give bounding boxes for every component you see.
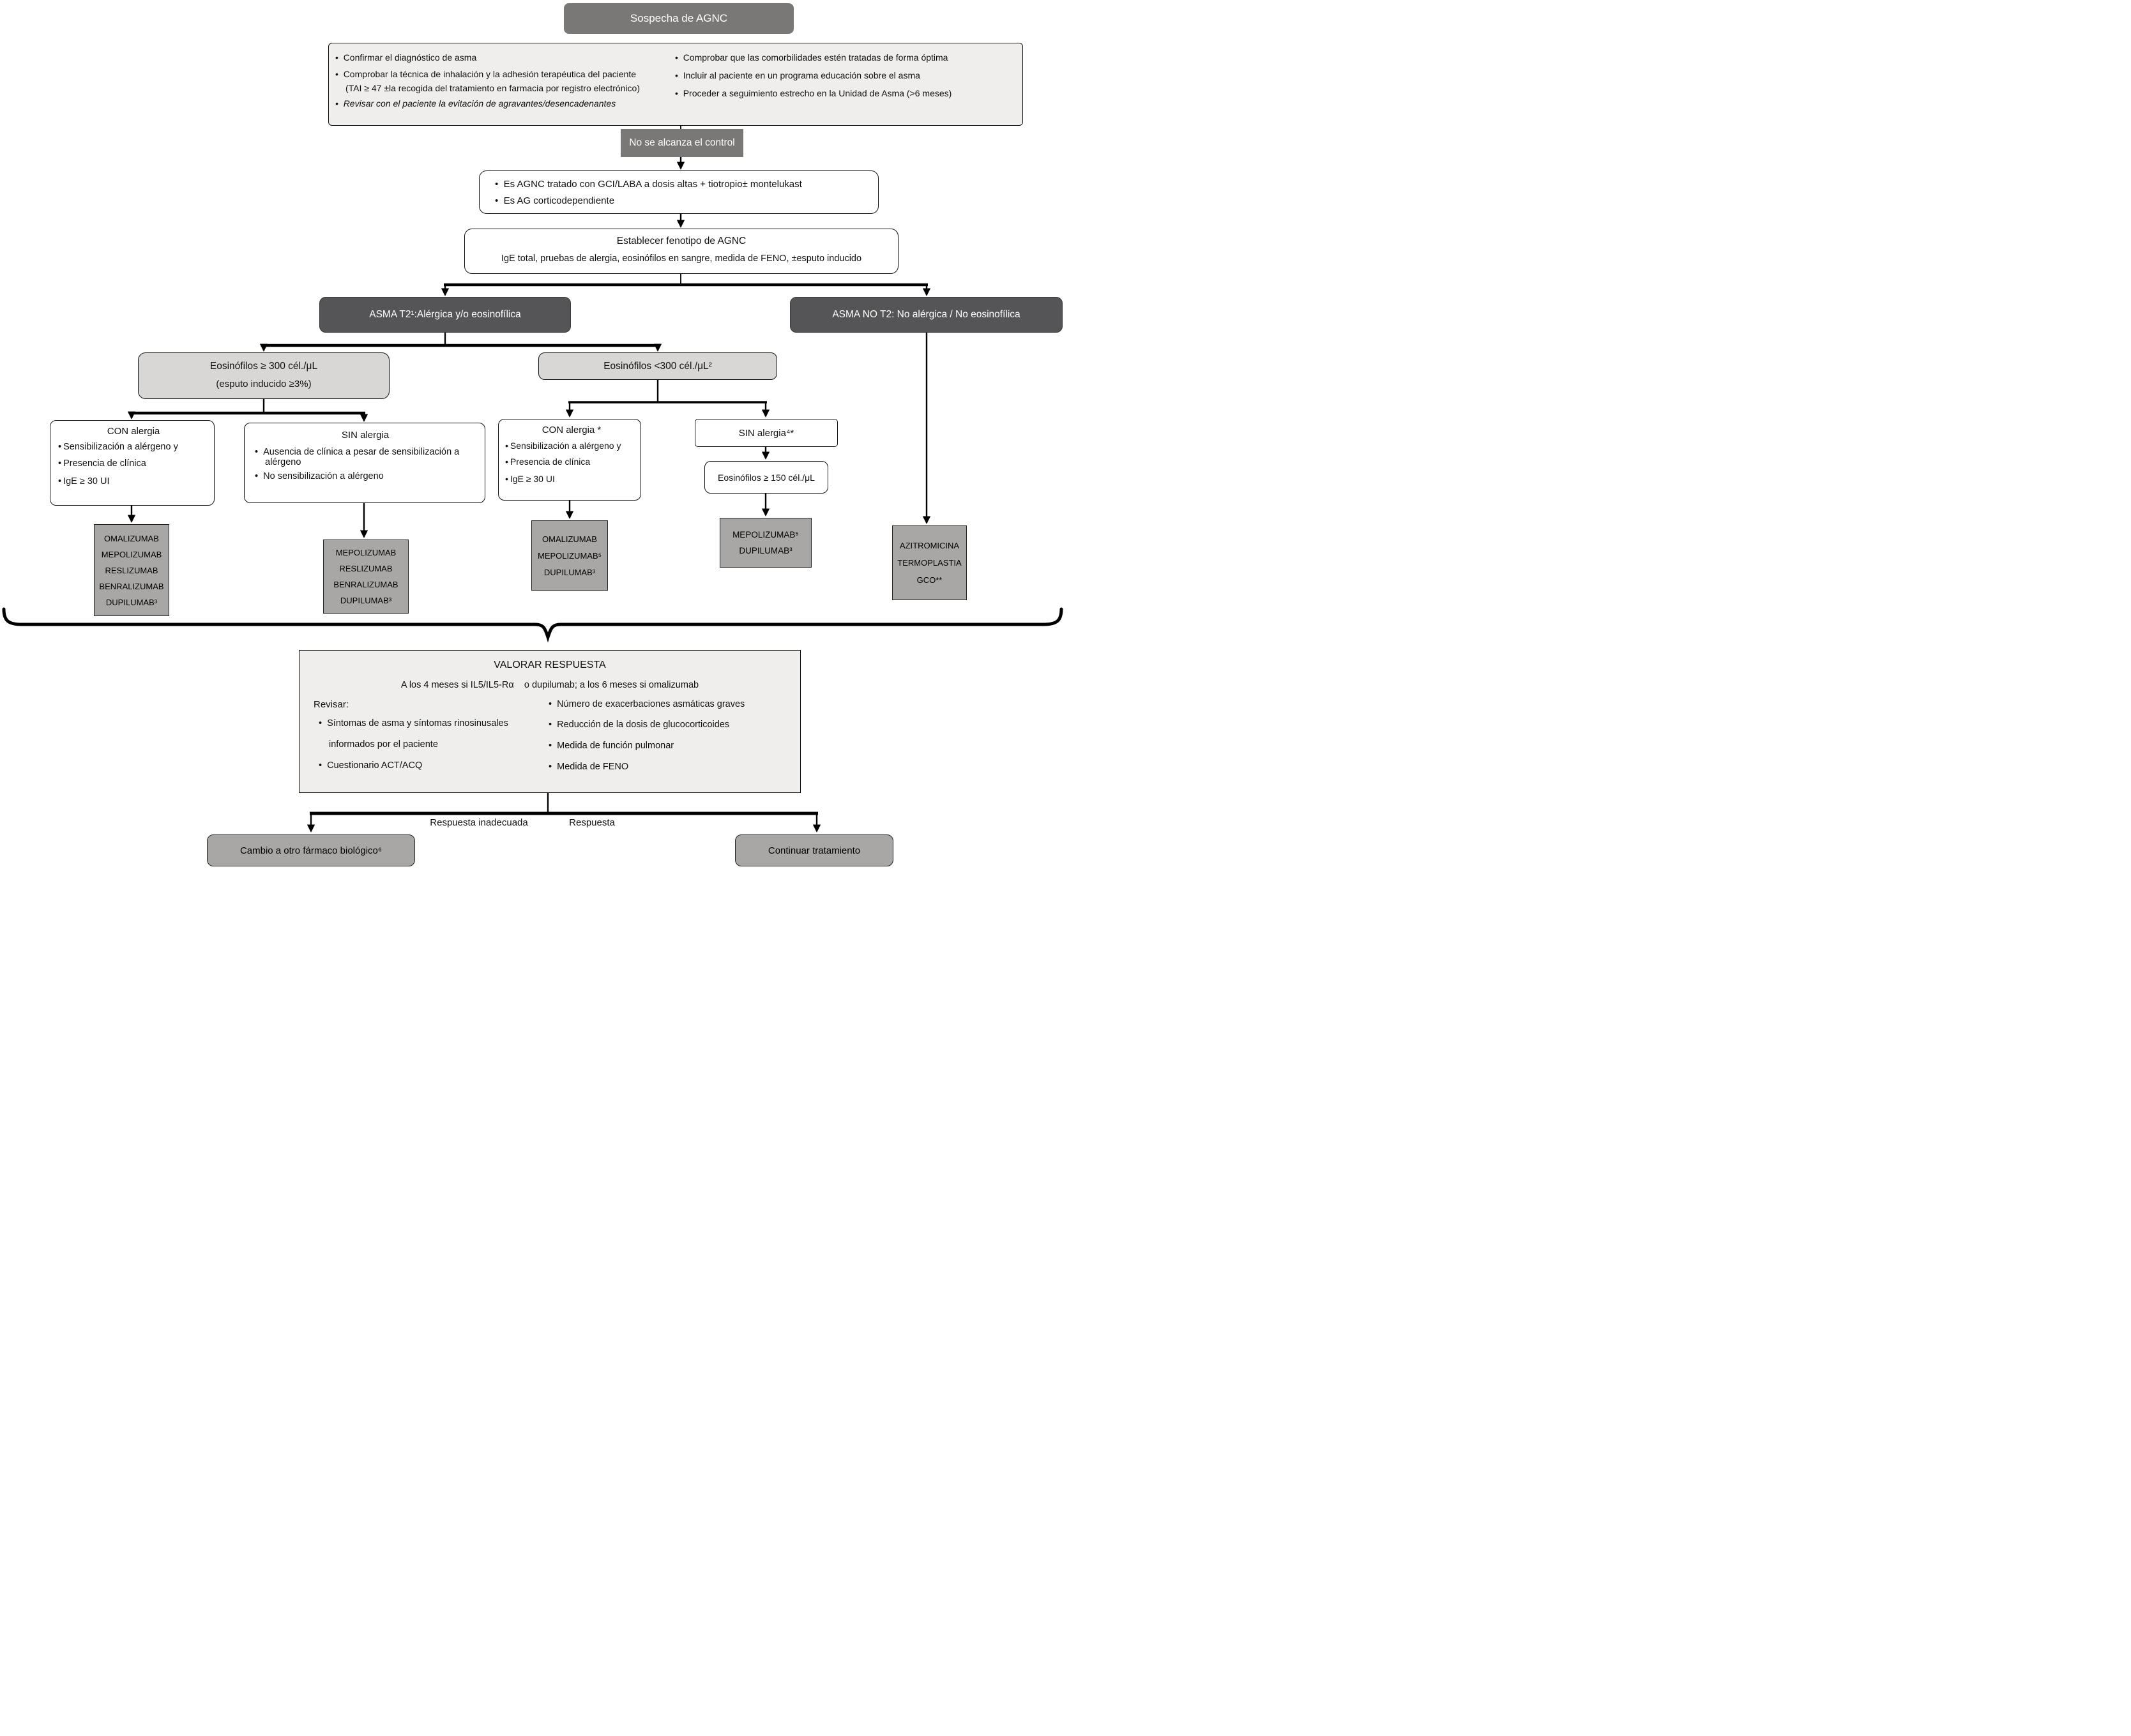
farmaco: OMALIZUMAB: [542, 534, 597, 544]
valorar-revisar-label: Revisar:: [314, 699, 349, 710]
checklist-item: • Revisar con el paciente la evitación de agravantes/desencadenantes: [335, 97, 655, 110]
valorar-item: • Número de exacerbaciones asmáticas graves: [549, 699, 791, 709]
criterio-item: • Es AGNC tratado con GCI/LABA a dosis altas + tiotropio± montelukast: [495, 176, 872, 193]
opcion-no-t2: TERMOPLASTIA: [897, 558, 962, 568]
fenotipo-subtitle: IgE total, pruebas de alergia, eosinófilos en sangre, medida de FENO, ±esputo inducido: [501, 253, 862, 264]
checklist-item-continuation: (TAI ≥ 47 ±la recogida del tratamiento en farmacia por registro electrónico): [345, 83, 640, 93]
node-asma-t2: ASMA T2¹:Alérgica y/o eosinofílica: [319, 297, 571, 333]
node-cambio-farmaco: Cambio a otro fármaco biológico⁶: [207, 834, 415, 866]
con-alergia-2-title: CON alergia *: [542, 425, 602, 435]
farmaco: BENRALIZUMAB: [99, 581, 164, 591]
farmaco: RESLIZUMAB: [339, 564, 393, 573]
valorar-item: • Síntomas de asma y síntomas rinosinusales: [319, 718, 536, 728]
node-criterios-agnc: [479, 170, 879, 214]
opcion-no-t2: GCO**: [916, 575, 943, 585]
farmaco: MEPOLIZUMAB: [335, 548, 397, 557]
node-no-t2-opciones: [892, 525, 967, 600]
eos-alto-line1: Eosinófilos ≥ 300 cél./μL: [209, 361, 318, 372]
con-alergia-1-item: • IgE ≥ 30 UI: [58, 476, 209, 487]
farmaco: MEPOLIZUMAB: [101, 549, 162, 559]
con-alergia-1-item: • Sensibilización a alérgeno y: [58, 442, 209, 452]
node-con-alergia-1: [50, 420, 215, 506]
label-respuesta-inadecuada: Respuesta inadecuada: [430, 817, 528, 828]
sin-alergia-1-item: • No sensibilización a alérgeno: [255, 471, 476, 481]
farmaco: MEPOLIZUMAB⁵: [732, 530, 799, 540]
valorar-item-continuation: informados por el paciente: [329, 739, 438, 750]
farmaco: OMALIZUMAB: [104, 533, 159, 543]
node-farmacos-1: [94, 524, 169, 616]
node-farmacos-3: [531, 520, 608, 591]
fenotipo-title: Establecer fenotipo de AGNC: [616, 236, 747, 246]
con-alergia-2-item: • IgE ≥ 30 UI: [505, 474, 638, 484]
valorar-title: VALORAR RESPUESTA: [494, 660, 606, 670]
valorar-item: • Medida de función pulmonar: [549, 741, 791, 751]
node-sin-alergia-2: SIN alergia⁴*: [695, 419, 838, 447]
farmaco: DUPILUMAB³: [340, 596, 392, 605]
valorar-item: • Reducción de la dosis de glucocorticoides: [549, 720, 791, 730]
agnc-flowchart: [0, 0, 1065, 868]
eos-alto-line2: (esputo inducido ≥3%): [216, 379, 312, 389]
checklist-item: • Comprobar la técnica de inhalación y la adhesión terapéutica del paciente: [335, 68, 655, 80]
node-establecer-fenotipo: [464, 229, 899, 274]
sin-alergia-1-item: • Ausencia de clínica a pesar de sensibilización a alérgeno: [255, 447, 476, 467]
farmaco: DUPILUMAB³: [105, 597, 158, 607]
node-sin-alergia-1: [244, 423, 485, 503]
farmaco: MEPOLIZUMAB⁵: [537, 550, 602, 561]
con-alergia-1-item: • Presencia de clínica: [58, 458, 209, 469]
valorar-item: • Cuestionario ACT/ACQ: [319, 760, 536, 771]
con-alergia-2-item: • Presencia de clínica: [505, 457, 638, 467]
checklist-item: • Confirmar el diagnóstico de asma: [335, 51, 655, 64]
checklist-item: • Proceder a seguimiento estrecho en la Unidad de Asma (>6 meses): [675, 87, 1013, 100]
node-eosinofilos-bajos: Eosinófilos <300 cél./μL²: [538, 352, 777, 380]
opcion-no-t2: AZITROMICINA: [899, 541, 960, 550]
con-alergia-2-item: • Sensibilización a alérgeno y: [505, 441, 638, 451]
node-eosinofilos-150: Eosinófilos ≥ 150 cél./μL: [704, 461, 828, 494]
node-farmacos-4: [720, 518, 812, 568]
node-sospecha-agnc: Sospecha de AGNC: [564, 3, 794, 34]
checklist-item: • Comprobar que las comorbilidades estén tratadas de forma óptima: [675, 51, 1013, 64]
sin-alergia-1-title: SIN alergia: [341, 430, 390, 441]
checklist-item: • Incluir al paciente en un programa educación sobre el asma: [675, 69, 1013, 82]
valorar-subtitle: A los 4 meses si IL5/IL5-Rα o dupilumab; a los 6 meses si omalizumab: [400, 680, 699, 690]
con-alergia-1-title: CON alergia: [107, 426, 160, 437]
node-continuar-tratamiento: Continuar tratamiento: [735, 834, 893, 866]
label-respuesta: Respuesta: [569, 817, 615, 828]
valorar-item: • Medida de FENO: [549, 762, 791, 772]
node-con-alergia-2: [498, 419, 641, 501]
farmaco: DUPILUMAB³: [739, 546, 792, 555]
node-eosinofilos-altos: [138, 352, 390, 399]
node-checklist-panel: [328, 43, 1023, 126]
farmaco: BENRALIZUMAB: [333, 580, 398, 589]
farmaco: DUPILUMAB³: [543, 567, 596, 577]
criterio-item: • Es AG corticodependiente: [495, 193, 872, 209]
node-no-control: No se alcanza el control: [621, 129, 743, 157]
node-asma-no-t2: ASMA NO T2: No alérgica / No eosinofílica: [790, 297, 1063, 333]
node-farmacos-2: [323, 540, 409, 614]
node-valorar-respuesta: [299, 650, 801, 793]
farmaco: RESLIZUMAB: [105, 565, 158, 575]
